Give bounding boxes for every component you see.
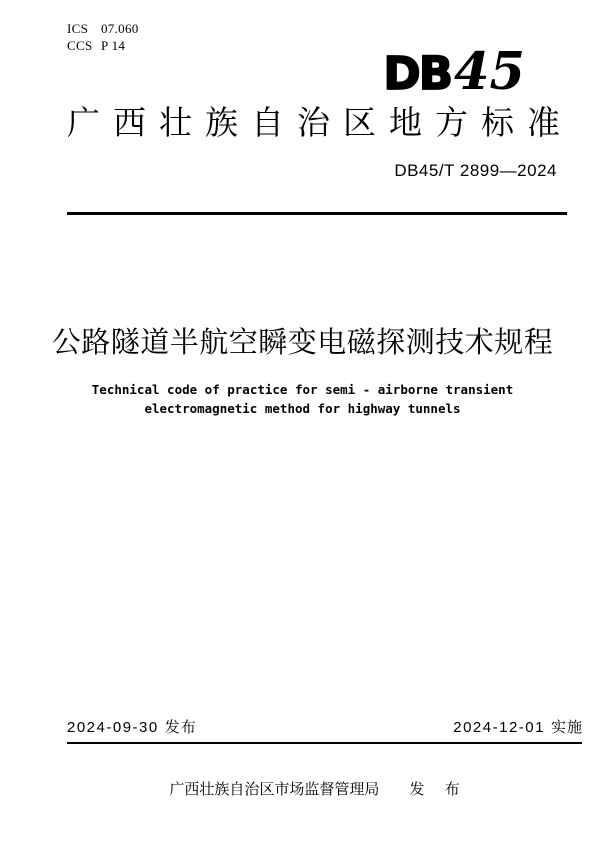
db45-logo-region-number: 45 (454, 42, 525, 102)
classification-codes (67, 20, 139, 54)
header-rule (67, 212, 567, 215)
db45-logo (383, 42, 525, 102)
publisher-line (67, 780, 570, 800)
dates-row (67, 718, 583, 738)
release-date-group (67, 718, 197, 738)
implement-date: 2024-12-01 (453, 719, 545, 736)
footer-rule (67, 742, 582, 744)
publisher-issue-label: 发 布 (409, 781, 468, 798)
db45-logo-db: DB (383, 47, 452, 100)
implement-label: 实施 (550, 719, 583, 736)
ics-label: ICS (67, 21, 89, 36)
implement-date-group (453, 718, 583, 738)
ccs-line (67, 37, 139, 54)
document-title-en-line1: Technical code of practice for semi - airborne transient (91, 382, 514, 397)
ics-line (67, 20, 139, 37)
standard-type-title: 广 西 壮 族 自 治 区 地 方 标 准 (67, 104, 560, 141)
ccs-label: CCS (67, 38, 93, 53)
document-title-en (40, 380, 565, 418)
document-title-en-line2: electromagnetic method for highway tunnels (144, 401, 461, 416)
ccs-code: P 14 (101, 38, 126, 53)
standard-number: DB45/T 2899—2024 (394, 161, 557, 180)
publisher-org: 广西壮族自治区市场监督管理局 (169, 781, 380, 798)
release-label: 发布 (164, 719, 197, 736)
document-title-zh: 公路隧道半航空瞬变电磁探测技术规程 (51, 327, 554, 359)
ics-code: 07.060 (101, 21, 139, 36)
release-date: 2024-09-30 (67, 719, 159, 736)
